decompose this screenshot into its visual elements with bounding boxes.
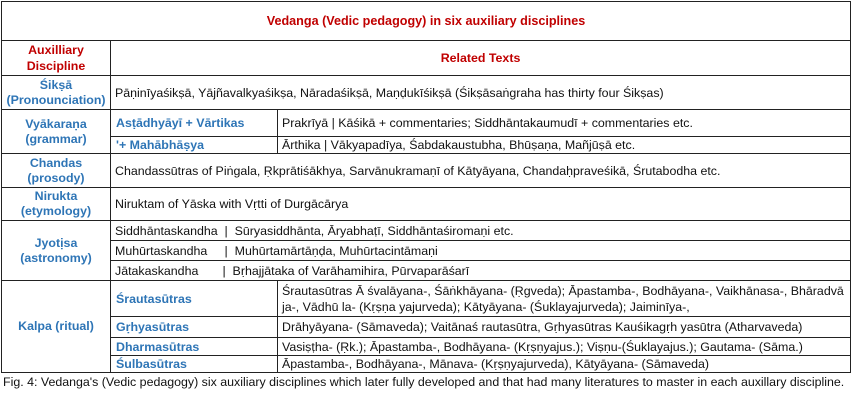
row-jyotisa-2 [2,241,851,261]
header-discipline: Auxilliary Discipline [2,41,111,76]
texts-grhyasutras: Drāhyāyana- (Sāmaveda); Vaitānaś rautasūtra, Gṛhyasūtras Kauśikagṛh yasūtra (Atharvaveda) [278,317,851,338]
texts-muhurtaskandha: Muhūrtaskandha | Muhūrtamārtāṇḍa, Muhūrtacintāmaṇi [111,241,851,261]
row-kalpa-2 [2,317,851,338]
sub-mahabhasya: '+ Mahābhāṣya [111,137,278,154]
discipline-vyakarana: Vyākaraṇa (grammar) [2,110,111,154]
texts-mahabhasya: Ārthika | Vākyapadīya, Śabdakaustubha, Bhūṣaṇa, Mañjūṣā etc. [278,137,851,154]
discipline-siksa: Śikṣā (Pronounciation) [2,76,111,110]
texts-nirukta: Niruktam of Yāska with Vṛtti of Durgācārya [111,188,851,221]
row-kalpa-3 [2,338,851,356]
texts-dharmasutras: Vasiṣṭha- (Ṛk.); Āpastamba-, Bodhāyana- (Kṛṣṇyajus.); Viṣṇu-(Śuklayajus.); Gautama- (Sāma.) [278,338,851,356]
row-vyakarana-2 [2,137,851,154]
row-jyotisa-1 [2,221,851,241]
row-siksa [2,76,851,110]
row-kalpa-4 [2,356,851,373]
texts-chandas: Chandassūtras of Piṅgala, Ṛkprātiśākhya, Sarvānukramaṇī of Kātyāyana, Chandaḥpraveśikā, Śrutabodha etc. [111,154,851,188]
sub-grhyasutras: Gṛhyasūtras [111,317,278,338]
sub-dharmasutras: Dharmasūtras [111,338,278,356]
texts-jatakaskandha: Jātakaskandha | Bṛhajjātaka of Varāhamihira, Pūrvaparāśarī [111,261,851,281]
table-title: Vedanga (Vedic pedagogy) in six auxiliary disciplines [2,2,851,41]
header-related-texts: Related Texts [111,41,851,76]
title-row [2,2,851,41]
texts-srautasutras: Śrautasūtras Ā śvalāyana-, Śāṅkhāyana- (Ṛgveda); Āpastamba-, Bodhāyana-, Vaikhānasa-, Bhāradvā ja-, Vādhū la- (Kṛṣṇa yajurveda); Kātyāyana- (Śuklayajurveda); Jaiminīya-, [278,281,851,317]
discipline-nirukta: Nirukta (etymology) [2,188,111,221]
discipline-jyotisa: Jyotịsa (astronomy) [2,221,111,281]
sub-sulbasutras: Śulbasūtras [111,356,278,373]
texts-sulbasutras: Āpastamba-, Bodhāyana-, Mānava- (Kṛṣṇyajurveda), Kātyāyana- (Sāmaveda) [278,356,851,373]
discipline-chandas: Chandas (prosody) [2,154,111,188]
row-nirukta [2,188,851,221]
row-chandas [2,154,851,188]
header-row [2,41,851,76]
texts-astadhyayi: Prakrīyā | Kāśikā + commentaries; Siddhāntakaumudī + commentaries etc. [278,110,851,137]
figure-caption: Fig. 4: Vedanga's (Vedic pedagogy) six auxiliary disciplines which later fully developed and that had many literatures to master in each auxillary discipline. [3,375,845,389]
texts-siksa: Pāṇinīyaśikṣā, Yājñavalkyaśikṣa, Nāradaśikṣā, Maṇḍukīśikṣā (Śikṣāsaṅgraha has thirty four Śikṣas) [111,76,851,110]
sub-astadhyayi: Asṭādhyāyī + Vārtikas [111,110,278,137]
row-jyotisa-3 [2,261,851,281]
texts-siddhantaskandha: Siddhāntaskandha | Sūryasiddhānta, Āryabhaṭī, Siddhāntaśiromaṇi etc. [111,221,851,241]
discipline-kalpa: Kalpa (ritual) [2,281,111,373]
row-kalpa-1 [2,281,851,317]
row-vyakarana-1 [2,110,851,137]
vedanga-table [1,1,851,373]
sub-srautasutras: Śrautasūtras [111,281,278,317]
